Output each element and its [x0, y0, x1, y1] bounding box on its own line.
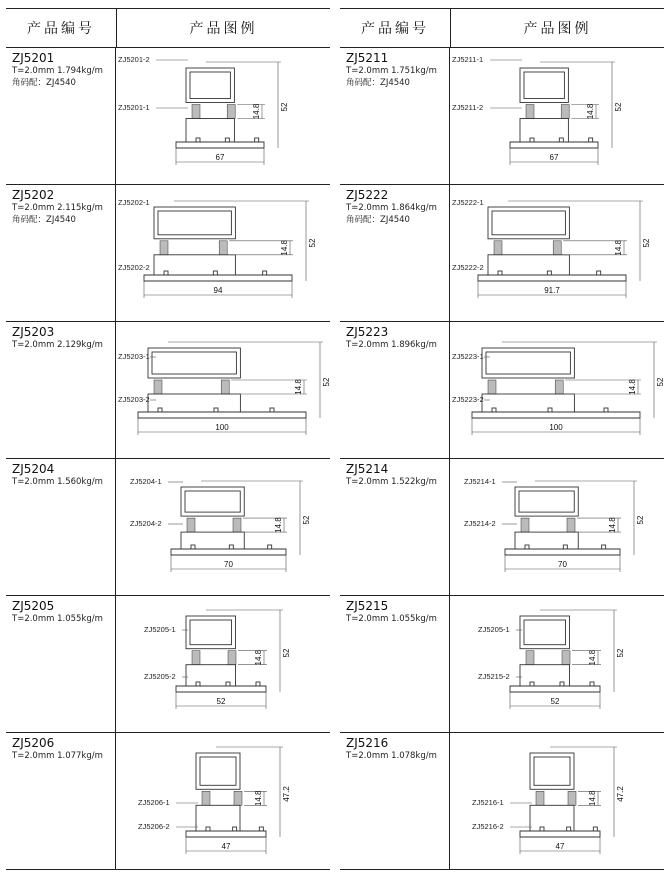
table-header — [6, 8, 330, 48]
height-dimension: 52 — [656, 377, 665, 387]
upper-chamber-inner — [486, 352, 570, 374]
strip-dimension: 14.8 — [628, 379, 637, 395]
base-flange — [138, 412, 306, 418]
lower-chamber — [488, 255, 569, 275]
upper-chamber — [154, 207, 235, 239]
base-flange — [510, 686, 600, 692]
product-code: ZJ5223 — [346, 325, 389, 339]
upper-chamber — [520, 616, 570, 649]
thermal-break-strip — [202, 791, 210, 805]
product-info — [6, 322, 116, 458]
base-flange — [144, 275, 292, 281]
product-code: ZJ5204 — [12, 462, 55, 476]
profile-fin — [530, 138, 534, 142]
product-drawing — [450, 596, 664, 732]
product-info — [6, 733, 116, 869]
strip-dimension: 14.8 — [614, 240, 623, 256]
product-info — [340, 596, 450, 732]
profile-fin — [268, 545, 272, 549]
profile-svg — [450, 48, 664, 184]
part-label-2: ZJ5222-2 — [452, 263, 484, 272]
product-row — [6, 48, 330, 185]
part-label-1: ZJ5203-1 — [118, 352, 150, 361]
profile-svg — [116, 48, 330, 184]
product-code: ZJ5214 — [346, 462, 389, 476]
height-dimension: 52 — [280, 102, 289, 112]
part-label-1: ZJ5214-1 — [464, 477, 496, 486]
product-spec: T=2.0mm 2.115kg/m — [12, 203, 103, 213]
height-dimension: 52 — [642, 238, 651, 248]
product-code: ZJ5203 — [12, 325, 55, 339]
base-flange — [520, 831, 600, 837]
strip-dimension: 14.8 — [608, 517, 617, 533]
profile-drawing — [130, 477, 311, 572]
product-drawing — [116, 733, 330, 869]
upper-chamber-inner — [190, 620, 232, 645]
height-dimension: 47.2 — [616, 786, 625, 802]
width-dimension: 100 — [549, 423, 563, 432]
product-drawing — [116, 322, 330, 458]
product-drawing — [450, 733, 664, 869]
width-dimension: 47 — [221, 842, 231, 851]
corner-connector: 角码配：ZJ4540 — [12, 215, 76, 225]
upper-chamber-inner — [152, 352, 236, 374]
thermal-break-strip — [567, 518, 575, 532]
base-flange — [472, 412, 640, 418]
product-code: ZJ5216 — [346, 736, 389, 750]
product-info — [340, 48, 450, 184]
strip-dimension: 14.8 — [254, 649, 263, 666]
width-dimension: 70 — [224, 560, 233, 569]
lower-chamber — [186, 665, 236, 686]
profile-fin — [498, 271, 502, 275]
product-info — [6, 48, 116, 184]
thermal-break-strip — [192, 651, 200, 665]
profile-fin — [225, 138, 229, 142]
profile-drawing — [118, 342, 331, 435]
product-info — [340, 322, 450, 458]
profile-fin — [604, 408, 608, 412]
upper-chamber-inner — [524, 620, 566, 645]
part-label-2: ZJ5206-2 — [138, 822, 170, 831]
product-drawing — [116, 185, 330, 321]
profile-fin — [567, 827, 571, 831]
profile-fin — [256, 682, 260, 686]
width-dimension: 94 — [213, 286, 223, 295]
lower-chamber — [181, 532, 244, 549]
product-row — [340, 459, 664, 596]
base-flange — [186, 831, 266, 837]
product-drawing — [450, 185, 664, 321]
strip-dimension: 14.8 — [254, 790, 263, 807]
profile-fin — [547, 271, 551, 275]
profile-fin — [196, 138, 200, 142]
lower-chamber — [520, 119, 568, 143]
product-info — [6, 459, 116, 595]
part-label-1: ZJ5205-1 — [478, 625, 510, 634]
profile-fin — [563, 545, 567, 549]
height-dimension: 52 — [614, 102, 623, 112]
profile-fin — [597, 271, 601, 275]
product-spec: T=2.0mm 1.055kg/m — [346, 614, 437, 624]
product-drawing — [450, 322, 664, 458]
profile-fin — [259, 827, 263, 831]
part-label-1: ZJ5204-1 — [130, 477, 162, 486]
lower-chamber — [515, 532, 578, 549]
product-info — [6, 185, 116, 321]
profile-fin — [602, 545, 606, 549]
thermal-break-strip — [488, 380, 496, 394]
upper-chamber-inner — [492, 211, 565, 235]
profile-fin — [255, 138, 259, 142]
thermal-break-strip — [154, 380, 162, 394]
product-row — [6, 185, 330, 322]
thermal-break-strip — [494, 241, 502, 255]
product-code: ZJ5206 — [12, 736, 55, 750]
product-drawing — [450, 459, 664, 595]
profile-fin — [548, 408, 552, 412]
left-catalog-table — [6, 8, 330, 870]
thermal-break-strip — [568, 791, 576, 805]
thermal-break-strip — [233, 518, 241, 532]
product-row — [340, 596, 664, 733]
product-row — [340, 733, 664, 870]
profile-fin — [593, 827, 597, 831]
part-label-2: ZJ5203-2 — [118, 395, 150, 404]
upper-chamber — [148, 348, 240, 378]
thermal-break-strip — [187, 518, 195, 532]
height-dimension: 52 — [636, 515, 645, 525]
thermal-break-strip — [536, 791, 544, 805]
product-info — [6, 596, 116, 732]
upper-chamber-inner — [200, 757, 236, 785]
thermal-break-strip — [219, 241, 227, 255]
part-label-1: ZJ5211-1 — [452, 55, 484, 64]
part-label-2: ZJ5223-2 — [452, 395, 484, 404]
profile-drawing — [118, 55, 289, 165]
profile-fin — [270, 408, 274, 412]
upper-chamber-inner — [524, 72, 564, 99]
product-row — [6, 322, 330, 459]
base-flange — [510, 142, 598, 148]
upper-chamber — [520, 68, 568, 103]
lower-chamber — [154, 255, 235, 275]
profile-drawing — [138, 747, 291, 854]
thermal-break-strip — [228, 651, 236, 665]
profile-fin — [233, 827, 237, 831]
part-label-1: ZJ5216-1 — [472, 798, 504, 807]
base-flange — [176, 142, 264, 148]
profile-svg — [450, 322, 664, 458]
part-label-2: ZJ5201-1 — [118, 103, 150, 112]
thermal-break-strip — [526, 651, 534, 665]
thermal-break-strip — [160, 241, 168, 255]
product-info — [340, 733, 450, 869]
header-product-code: 产品编号 — [340, 9, 451, 47]
profile-drawing — [118, 198, 317, 298]
product-drawing — [116, 459, 330, 595]
header-product-image: 产品图例 — [523, 21, 592, 37]
width-dimension: 100 — [215, 423, 229, 432]
thermal-break-strip — [553, 241, 561, 255]
product-code: ZJ5202 — [12, 188, 55, 202]
profile-fin — [196, 682, 200, 686]
profile-svg — [116, 459, 330, 595]
thermal-break-strip — [555, 380, 563, 394]
profile-fin — [589, 138, 593, 142]
product-spec: T=2.0mm 1.055kg/m — [12, 614, 103, 624]
upper-chamber-inner — [158, 211, 231, 235]
profile-drawing — [452, 55, 623, 165]
corner-connector: 角码配：ZJ4540 — [346, 78, 410, 88]
strip-dimension: 14.8 — [588, 649, 597, 666]
height-dimension: 52 — [302, 515, 311, 525]
profile-drawing — [452, 342, 665, 435]
upper-chamber — [488, 207, 569, 239]
upper-chamber — [186, 68, 234, 103]
strip-dimension: 14.8 — [588, 790, 597, 807]
profile-fin — [229, 545, 233, 549]
profile-fin — [540, 827, 544, 831]
product-code: ZJ5222 — [346, 188, 389, 202]
product-spec: T=2.0mm 1.896kg/m — [346, 340, 437, 350]
strip-dimension: 14.8 — [252, 103, 261, 120]
thermal-break-strip — [521, 518, 529, 532]
width-dimension: 91.7 — [544, 286, 560, 295]
part-label-2: ZJ5204-2 — [130, 519, 162, 528]
profile-fin — [560, 682, 564, 686]
width-dimension: 47 — [555, 842, 565, 851]
product-code: ZJ5201 — [12, 51, 55, 65]
product-spec: T=2.0mm 2.129kg/m — [12, 340, 103, 350]
base-flange — [171, 549, 286, 555]
profile-svg — [450, 733, 664, 869]
header-product-code: 产品编号 — [6, 9, 117, 47]
lower-chamber — [520, 665, 570, 686]
part-label-1: ZJ5205-1 — [144, 625, 176, 634]
profile-svg — [450, 185, 664, 321]
upper-chamber-inner — [519, 491, 574, 512]
thermal-break-strip — [234, 791, 242, 805]
upper-chamber — [530, 753, 574, 789]
part-label-1: ZJ5206-1 — [138, 798, 170, 807]
strip-dimension: 14.8 — [274, 517, 283, 533]
product-row — [6, 596, 330, 733]
product-code: ZJ5215 — [346, 599, 389, 613]
product-row — [340, 48, 664, 185]
corner-connector: 角码配：ZJ4540 — [12, 78, 76, 88]
header-product-image: 产品图例 — [189, 21, 258, 37]
thermal-break-strip — [221, 380, 229, 394]
base-flange — [505, 549, 620, 555]
profile-fin — [158, 408, 162, 412]
product-code: ZJ5211 — [346, 51, 389, 65]
product-drawing — [116, 48, 330, 184]
product-spec: T=2.0mm 1.078kg/m — [346, 751, 437, 761]
table-header — [340, 8, 664, 48]
profile-svg — [116, 596, 330, 732]
part-label-2: ZJ5214-2 — [464, 519, 496, 528]
profile-svg — [450, 459, 664, 595]
part-label-1: ZJ5201-2 — [118, 55, 150, 64]
profile-svg — [116, 733, 330, 869]
profile-fin — [530, 682, 534, 686]
profile-fin — [226, 682, 230, 686]
base-flange — [478, 275, 626, 281]
part-label-2: ZJ5211-2 — [452, 103, 484, 112]
width-dimension: 52 — [216, 697, 226, 706]
profile-drawing — [452, 198, 651, 298]
profile-fin — [214, 408, 218, 412]
profile-drawing — [144, 610, 291, 709]
strip-dimension: 14.8 — [294, 379, 303, 395]
profile-fin — [590, 682, 594, 686]
base-flange — [176, 686, 266, 692]
part-label-2: ZJ5202-2 — [118, 263, 150, 272]
thermal-break-strip — [192, 105, 200, 119]
product-spec: T=2.0mm 1.077kg/m — [12, 751, 103, 761]
product-spec: T=2.0mm 1.560kg/m — [12, 477, 103, 487]
profile-svg — [116, 185, 330, 321]
profile-fin — [206, 827, 210, 831]
product-info — [340, 459, 450, 595]
lower-chamber — [186, 119, 234, 143]
profile-fin — [213, 271, 217, 275]
product-row — [6, 733, 330, 870]
thermal-break-strip — [561, 105, 569, 119]
profile-fin — [164, 271, 168, 275]
upper-chamber-inner — [185, 491, 240, 512]
product-spec: T=2.0mm 1.522kg/m — [346, 477, 437, 487]
strip-dimension: 14.8 — [280, 240, 289, 256]
height-dimension: 52 — [616, 648, 625, 658]
profile-drawing — [464, 477, 645, 572]
width-dimension: 52 — [550, 697, 560, 706]
product-row — [6, 459, 330, 596]
part-label-1: ZJ5223-1 — [452, 352, 484, 361]
profile-fin — [191, 545, 195, 549]
height-dimension: 52 — [308, 238, 317, 248]
corner-connector: 角码配：ZJ4540 — [346, 215, 410, 225]
strip-dimension: 14.8 — [586, 103, 595, 120]
profile-fin — [559, 138, 563, 142]
upper-chamber-inner — [534, 757, 570, 785]
product-row — [340, 322, 664, 459]
product-code: ZJ5205 — [12, 599, 55, 613]
product-spec: T=2.0mm 1.751kg/m — [346, 66, 437, 76]
product-info — [340, 185, 450, 321]
part-label-2: ZJ5215-2 — [478, 672, 510, 681]
width-dimension: 67 — [549, 153, 559, 162]
part-label-1: ZJ5222-1 — [452, 198, 484, 207]
height-dimension: 52 — [282, 648, 291, 658]
height-dimension: 52 — [322, 377, 331, 387]
width-dimension: 67 — [215, 153, 225, 162]
profile-fin — [263, 271, 267, 275]
upper-chamber — [196, 753, 240, 789]
thermal-break-strip — [227, 105, 235, 119]
width-dimension: 70 — [558, 560, 567, 569]
thermal-break-strip — [562, 651, 570, 665]
profile-drawing — [478, 610, 625, 709]
upper-chamber-inner — [190, 72, 230, 99]
profile-fin — [492, 408, 496, 412]
right-catalog-table — [340, 8, 664, 870]
upper-chamber — [482, 348, 574, 378]
part-label-1: ZJ5202-1 — [118, 198, 150, 207]
upper-chamber — [186, 616, 236, 649]
product-drawing — [450, 48, 664, 184]
product-spec: T=2.0mm 1.864kg/m — [346, 203, 437, 213]
product-spec: T=2.0mm 1.794kg/m — [12, 66, 103, 76]
part-label-2: ZJ5205-2 — [144, 672, 176, 681]
profile-drawing — [472, 747, 625, 854]
product-row — [340, 185, 664, 322]
part-label-2: ZJ5216-2 — [472, 822, 504, 831]
profile-svg — [116, 322, 330, 458]
height-dimension: 47.2 — [282, 786, 291, 802]
profile-svg — [450, 596, 664, 732]
profile-fin — [525, 545, 529, 549]
thermal-break-strip — [526, 105, 534, 119]
product-drawing — [116, 596, 330, 732]
